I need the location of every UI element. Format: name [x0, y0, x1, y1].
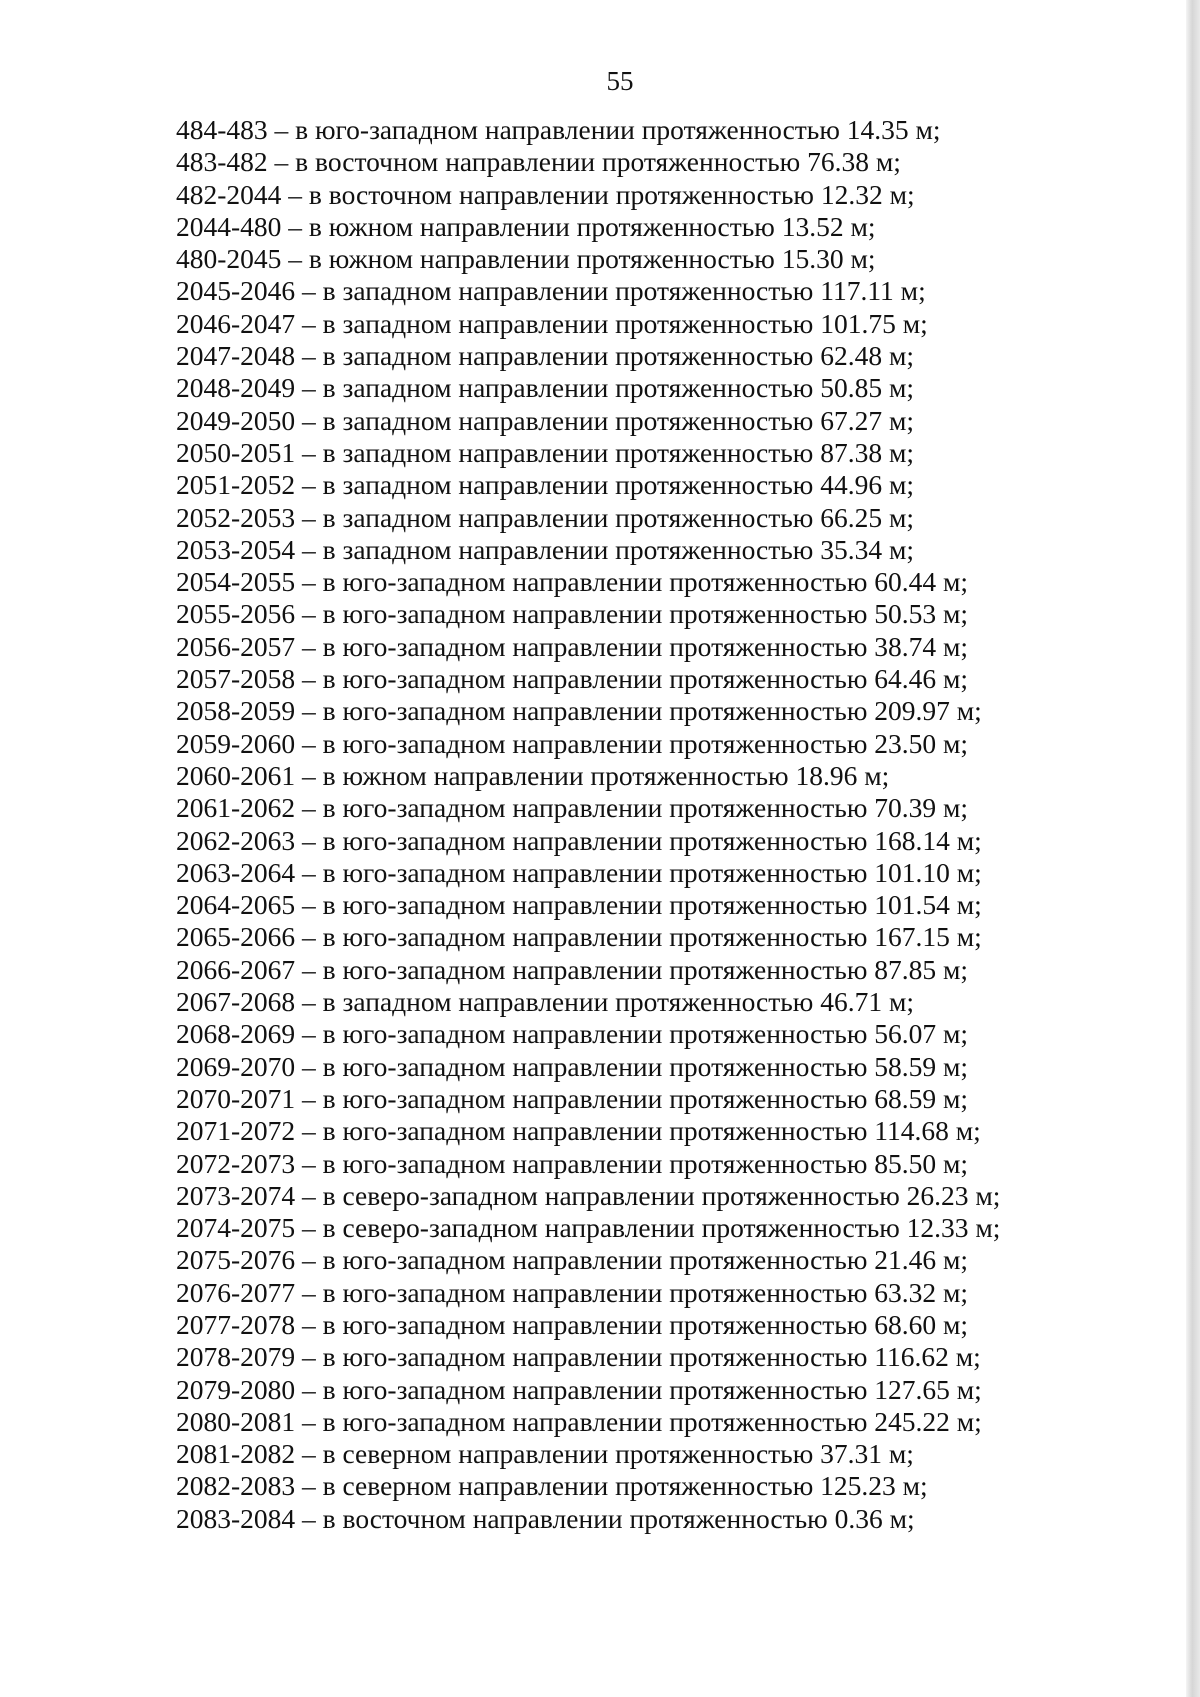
boundary-segment-line: 2083-2084 – в восточном направлении протяженностью 0.36 м;	[176, 1502, 915, 1534]
boundary-segment-line: 2069-2070 – в юго-западном направлении протяженностью 58.59 м;	[176, 1050, 969, 1082]
boundary-segment-line: 2076-2077 – в юго-западном направлении протяженностью 63.32 м;	[176, 1276, 969, 1308]
boundary-segment-line: 2057-2058 – в юго-западном направлении протяженностью 64.46 м;	[176, 663, 969, 695]
boundary-segment-line: 2082-2083 – в северном направлении протяженностью 125.23 м;	[176, 1470, 928, 1502]
boundary-segment-line: 2080-2081 – в юго-западном направлении протяженностью 245.22 м;	[176, 1405, 982, 1437]
boundary-segment-line: 2058-2059 – в юго-западном направлении протяженностью 209.97 м;	[176, 695, 982, 727]
boundary-segment-line: 2061-2062 – в юго-западном направлении протяженностью 70.39 м;	[176, 792, 969, 824]
boundary-segment-line: 2075-2076 – в юго-западном направлении протяженностью 21.46 м;	[176, 1244, 969, 1276]
boundary-segment-line: 483-482 – в восточном направлении протяженностью 76.38 м;	[176, 146, 901, 178]
boundary-segment-line: 2050-2051 – в западном направлении протяженностью 87.38 м;	[176, 436, 915, 468]
boundary-segment-line: 2074-2075 – в северо-западном направлении протяженностью 12.33 м;	[176, 1212, 1001, 1244]
boundary-segment-line: 2044-480 – в южном направлении протяженностью 13.52 м;	[176, 210, 876, 242]
boundary-segment-line: 2045-2046 – в западном направлении протяженностью 117.11 м;	[176, 275, 926, 307]
boundary-segment-line: 2077-2078 – в юго-западном направлении протяженностью 68.60 м;	[176, 1308, 969, 1340]
boundary-segment-line: 2052-2053 – в западном направлении протяженностью 66.25 м;	[176, 501, 915, 533]
scan-edge	[1186, 0, 1200, 1697]
boundary-segment-line: 2048-2049 – в западном направлении протяженностью 50.85 м;	[176, 372, 915, 404]
boundary-description-list	[176, 114, 1076, 1535]
boundary-segment-line: 2047-2048 – в западном направлении протяженностью 62.48 м;	[176, 340, 915, 372]
boundary-segment-line: 2070-2071 – в юго-западном направлении протяженностью 68.59 м;	[176, 1082, 969, 1114]
boundary-segment-line: 2051-2052 – в западном направлении протяженностью 44.96 м;	[176, 469, 915, 501]
boundary-segment-line: 2060-2061 – в южном направлении протяженностью 18.96 м;	[176, 759, 890, 791]
boundary-segment-line: 2067-2068 – в западном направлении протяженностью 46.71 м;	[176, 986, 915, 1018]
boundary-segment-line: 2049-2050 – в западном направлении протяженностью 67.27 м;	[176, 404, 915, 436]
boundary-segment-line: 2054-2055 – в юго-западном направлении протяженностью 60.44 м;	[176, 566, 969, 598]
boundary-segment-line: 2065-2066 – в юго-западном направлении протяженностью 167.15 м;	[176, 921, 982, 953]
boundary-segment-line: 2053-2054 – в западном направлении протяженностью 35.34 м;	[176, 533, 915, 565]
boundary-segment-line: 2079-2080 – в юго-западном направлении протяженностью 127.65 м;	[176, 1373, 982, 1405]
page-number: 55	[606, 66, 634, 96]
boundary-segment-line: 2081-2082 – в северном направлении протяженностью 37.31 м;	[176, 1438, 914, 1470]
boundary-segment-line: 2056-2057 – в юго-западном направлении протяженностью 38.74 м;	[176, 630, 969, 662]
boundary-segment-line: 2055-2056 – в юго-западном направлении протяженностью 50.53 м;	[176, 598, 969, 630]
boundary-segment-line: 484-483 – в юго-западном направлении протяженностью 14.35 м;	[176, 114, 941, 145]
boundary-segment-line: 480-2045 – в южном направлении протяженностью 15.30 м;	[176, 243, 876, 275]
boundary-segment-line: 2071-2072 – в юго-западном направлении протяженностью 114.68 м;	[176, 1115, 981, 1147]
boundary-segment-line: 2072-2073 – в юго-западном направлении протяженностью 85.50 м;	[176, 1147, 969, 1179]
boundary-segment-line: 2059-2060 – в юго-западном направлении протяженностью 23.50 м;	[176, 727, 969, 759]
boundary-segment-line: 2068-2069 – в юго-западном направлении протяженностью 56.07 м;	[176, 1018, 969, 1050]
boundary-segment-line: 2073-2074 – в северо-западном направлении протяженностью 26.23 м;	[176, 1179, 1001, 1211]
boundary-segment-line: 2066-2067 – в юго-западном направлении протяженностью 87.85 м;	[176, 953, 969, 985]
boundary-segment-line: 2062-2063 – в юго-западном направлении протяженностью 168.14 м;	[176, 824, 982, 856]
boundary-segment-line: 2046-2047 – в западном направлении протяженностью 101.75 м;	[176, 307, 928, 339]
boundary-segment-line: 482-2044 – в восточном направлении протяженностью 12.32 м;	[176, 178, 915, 210]
boundary-segment-line: 2064-2065 – в юго-западном направлении протяженностью 101.54 м;	[176, 889, 982, 921]
boundary-segment-line: 2078-2079 – в юго-западном направлении протяженностью 116.62 м;	[176, 1341, 981, 1373]
boundary-segment-line: 2063-2064 – в юго-западном направлении протяженностью 101.10 м;	[176, 856, 982, 888]
